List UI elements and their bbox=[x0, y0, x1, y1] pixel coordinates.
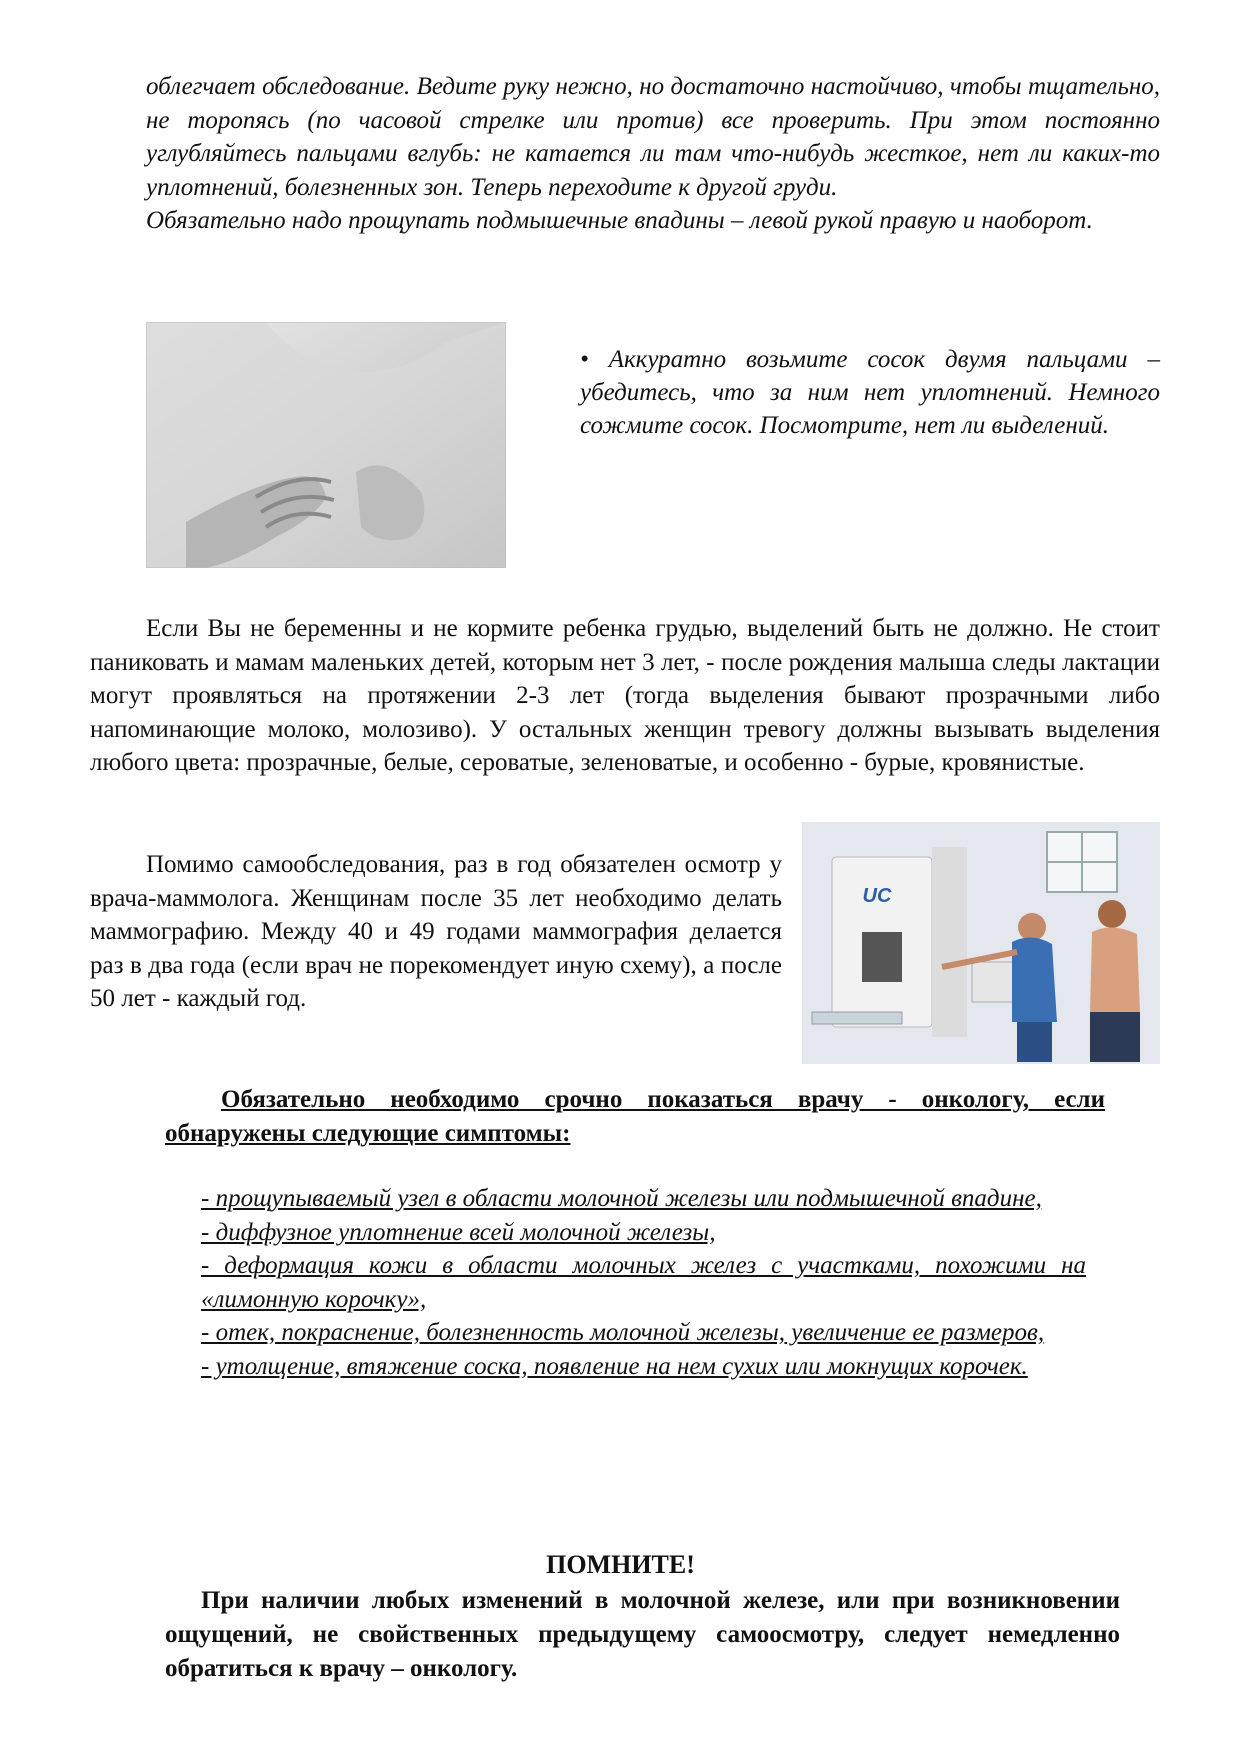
warning-heading: Обязательно необходимо срочно показаться врачу - онкологу, если обнаружены следующие симптомы: bbox=[165, 1086, 1105, 1147]
intro-paragraph-1: облегчает обследование. Ведите руку нежно, но достаточно настойчиво, чтобы тщательно, не торопясь (по часовой стрелке или против) все проверить. При этом постоянно углубляйтесь пальцами вглубь: не катается ли там что-нибудь жесткое, нет ли каких-то уплотнений, болезненных зон. Теперь переходите к другой груди. bbox=[146, 73, 1160, 201]
intro-text bbox=[146, 70, 1160, 238]
symptoms-list bbox=[201, 1182, 1086, 1383]
remember-text: При наличии любых изменений в молочной железе, или при возникновении ощущений, не свойственных предыдущему самоосмотру, следует немедленно обратиться к врачу – онкологу. bbox=[165, 1587, 1120, 1682]
symptom-item: - деформация кожи в области молочных желез с участками, похожими на «лимонную корочку», bbox=[201, 1252, 1086, 1313]
mammography-illustration bbox=[802, 822, 1160, 1064]
checkup-paragraph: Помимо самообследования, раз в год обязателен осмотр у врача-маммолога. Женщинам после 35 лет необходимо делать маммографию. Между 40 и 49 годами маммография делается раз в два года (если врач не порекомендует иную схему), а после 50 лет - каждый год. bbox=[90, 851, 782, 1012]
self-exam-photo bbox=[146, 322, 506, 568]
symptom-item: - утолщение, втяжение соска, появление на нем сухих или мокнущих корочек. bbox=[201, 1352, 1028, 1380]
remember-title: ПОМНИТЕ! bbox=[546, 1550, 695, 1579]
mammography-photo bbox=[802, 822, 1160, 1064]
symptom-item: - отек, покраснение, болезненность молочной железы, увеличение ее размеров, bbox=[201, 1319, 1045, 1346]
symptom-item: - диффузное уплотнение всей молочной железы, bbox=[201, 1218, 716, 1246]
nipple-check-step bbox=[580, 343, 1160, 442]
self-exam-illustration bbox=[146, 322, 506, 568]
machine-logo: UC bbox=[862, 885, 892, 907]
bullet-glyph: • bbox=[580, 346, 589, 373]
nipple-check-text: Аккуратно возьмите сосок двумя пальцами – убедитесь, что за ним нет уплотнений. Немного сожмите сосок. Посмотрите, нет ли выделений. bbox=[580, 346, 1160, 439]
discharge-paragraph: Если Вы не беременны и не кормите ребенка грудью, выделений быть не должно. Не стоит паниковать и мамам маленьких детей, которым нет 3 лет, - после рождения малыша следы лактации могут проявляться на протяжении 2-3 лет (тогда выделения бывают прозрачными либо напоминающие молоко, молозиво). У остальных женщин тревогу должны вызывать выделения любого цвета: прозрачные, белые, сероватые, зеленоватые, и особенно - бурые, кровянистые. bbox=[90, 615, 1160, 776]
intro-paragraph-2: Обязательно надо прощупать подмышечные впадины – левой рукой правую и наоборот. bbox=[146, 207, 1093, 234]
symptom-item: - прощупываемый узел в области молочной железы или подмышечной впадине, bbox=[201, 1185, 1042, 1212]
